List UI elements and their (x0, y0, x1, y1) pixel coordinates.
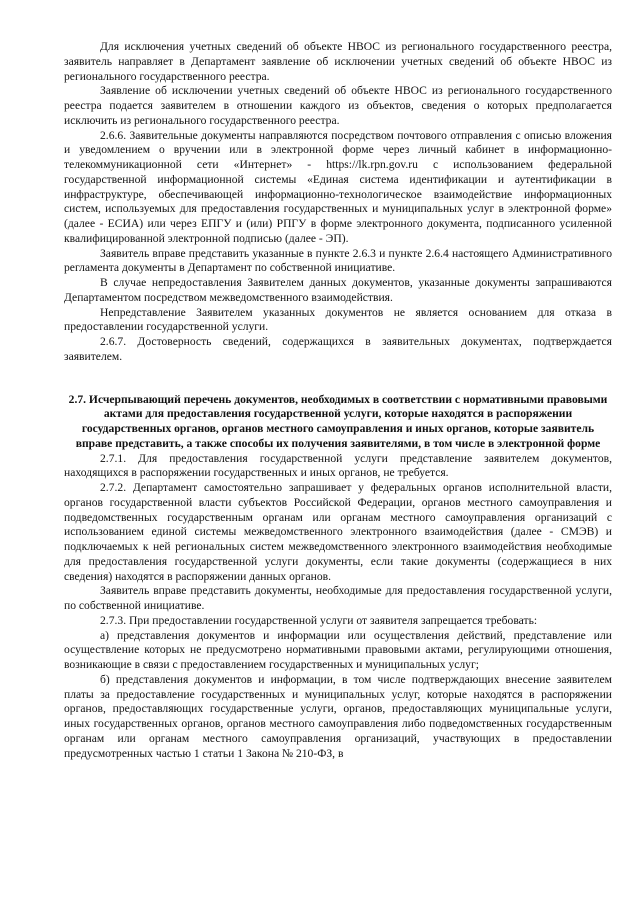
paragraph: В случае непредоставления Заявителем данных документов, указанные документы запрашиваются Департаментом посредством межведомственного взаимодействия. (64, 276, 612, 304)
document-page (64, 40, 612, 761)
paragraph: Заявление об исключении учетных сведений об объекте НВОС из регионального государственного реестра подается заявителем в отношении каждого из объектов, сведения о которых предполагается исключить из регионального государственного реестра. (64, 84, 612, 127)
paragraph: Заявитель вправе представить документы, необходимые для предоставления государственной услуги, по собственной инициативе. (64, 584, 612, 612)
paragraph: 2.6.6. Заявительные документы направляются посредством почтового отправления с описью вложения и уведомлением о вручении или в электронной форме через личный кабинет в информационно-телекоммуникационной сети «Интернет» - https://lk.rpn.gov.ru с использованием федеральной государственной информационной системы «Единая система идентификации и аутентификации в инфраструктуре, обеспечивающей информационно-технологическое взаимодействие информационных систем, используемых для предоставления государственных и муниципальных услуг в электронной форме» (далее - ЕСИА) или через ЕПГУ и (или) РПГУ в форме электронного документа, подписанного усиленной квалифицированной электронной подписью (далее - ЭП). (64, 128, 612, 245)
paragraph: Заявитель вправе представить указанные в пункте 2.6.3 и пункте 2.6.4 настоящего Административного регламента документы в Департамент по собственной инициативе. (64, 246, 612, 275)
paragraph: Для исключения учетных сведений об объекте НВОС из регионального государственного реестра, заявитель направляет в Департамент заявление об исключении учетных сведений об объекте НВОС из регионального государственного реестра. (64, 40, 612, 83)
section-spacer (64, 365, 612, 393)
paragraph: Непредставление Заявителем указанных документов не является основанием для отказа в предоставлении государственной услуги. (64, 305, 612, 334)
paragraph: 2.6.7. Достоверность сведений, содержащихся в заявительных документах, подтверждается заявителем. (64, 335, 612, 363)
paragraph: 2.7.3. При предоставлении государственной услуги от заявителя запрещается требовать: (100, 613, 538, 627)
paragraph: б) представления документов и информации, в том числе подтверждающих внесение заявителем платы за предоставление государственных и муниципальных услуг, которые находятся в распоряжении органов, предоставляющих государственные услуги, органов, предоставляющих муниципальные услуги, иных государственных органов, органов местного самоуправления либо подведомственных государственным органам или органам местного самоуправления организаций, участвующих в предоставлении предусмотренных частью 1 статьи 1 Закона № 210-ФЗ, в (64, 672, 612, 760)
section-heading: 2.7. Исчерпывающий перечень документов, необходимых в соответствии с нормативными правовыми актами для предоставления государственной услуги, которые находятся в распоряжении государственных органов, органов местного самоуправления и иных органов, которые заявитель вправе представить, а также способы их получения заявителями, в том числе в электронной форме (68, 392, 608, 450)
paragraph: а) представления документов и информации или осуществления действий, представление или осуществление которых не предусмотрено нормативными правовыми актами, регулирующими отношения, возникающие в связи с предоставлением государственных и муниципальных услуг; (64, 628, 612, 671)
paragraph: 2.7.1. Для предоставления государственной услуги представление заявителем документов, находящихся в распоряжении государственных и иных органов, не требуется. (64, 451, 612, 480)
paragraph: 2.7.2. Департамент самостоятельно запрашивает у федеральных органов исполнительной власти, органов государственной власти субъектов Российской Федерации, органов местного самоуправления и подведомственных государственным органам или органам местного самоуправления организаций с использованием единой системы межведомственного электронного взаимодействия (далее - СМЭВ) и подключаемых к ней региональных систем межведомственного электронного взаимодействия необходимые для предоставления государственной услуги документы, если такие документы (содержащиеся в них сведения) находятся в распоряжении данных органов. (64, 481, 612, 583)
